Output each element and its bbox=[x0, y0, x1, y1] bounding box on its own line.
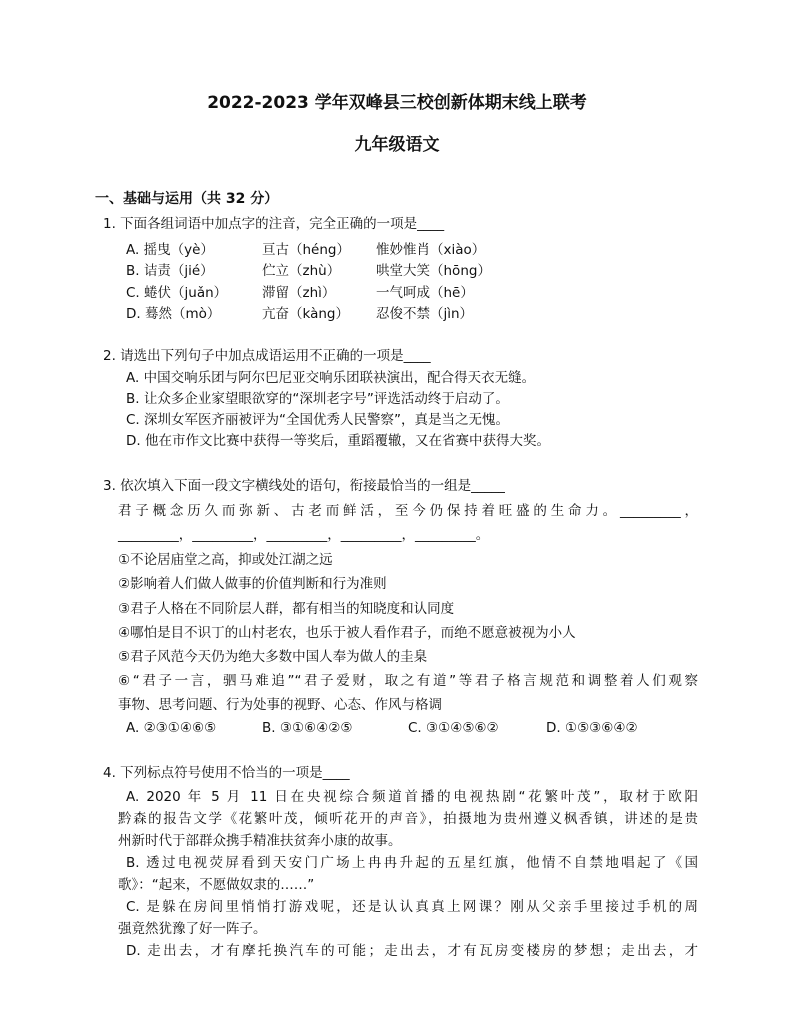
question-2-option-d: D. 他在市作文比赛中获得一等奖后，重蹈覆辙，又在省赛中获得大奖。 bbox=[126, 433, 550, 449]
answer-option-b: B. ③①⑥④②⑤ bbox=[262, 720, 353, 736]
question-4-option-a-line-2: 黔森的报告文学《花繁叶茂，倾听花开的声音》，拍摄地为贵州遵义枫香镇，讲述的是贵 bbox=[118, 811, 698, 827]
question-4-option-a-line-1: A. 2020 年 5 月 11 日在央视综合频道首播的电视热剧“花繁叶茂”，取材于欧阳 bbox=[126, 789, 698, 805]
question-4-stem: 4. 下列标点符号使用不恰当的一项是____ bbox=[103, 765, 350, 781]
section-heading: 一、基础与运用（共 32 分） bbox=[95, 191, 279, 207]
option-term: 一气呵成（hē） bbox=[376, 285, 474, 301]
question-3-item-5: ⑤君子风范今天仍为绝大多数中国人奉为做人的圭臬 bbox=[118, 649, 428, 665]
question-3-item-4: ④哪怕是目不识丁的山村老农，也乐于被人看作君子，而绝不愿意被视为小人 bbox=[118, 625, 576, 641]
question-4-option-b-line-2: 歌》：“起来，不愿做奴隶的……” bbox=[118, 877, 315, 893]
option-term: 哄堂大笑（hōng） bbox=[376, 263, 491, 279]
question-4-option-c-line-1: C. 是躲在房间里悄悄打游戏呢，还是认认真真上网课？刚从父亲手里接过手机的周 bbox=[126, 899, 698, 915]
option-term: 惟妙惟肖（xiào） bbox=[376, 242, 486, 258]
question-2-option-b: B. 让众多企业家望眼欲穿的“深圳老字号”评选活动终于启动了。 bbox=[126, 391, 509, 407]
option-term: 滞留（zhì） bbox=[262, 285, 336, 301]
question-3-passage-line-1: 君子概念历久而弥新、古老而鲜活，至今仍保持着旺盛的生命力。_________， bbox=[118, 503, 698, 519]
option-term: 忍俊不禁（jìn） bbox=[376, 306, 474, 322]
question-3-item-1: ①不论居庙堂之高，抑或处江湖之远 bbox=[118, 552, 333, 568]
question-3-item-3: ③君子人格在不同阶层人群，都有相当的知晓度和认同度 bbox=[118, 601, 455, 617]
option-term: B. 诘责（jié） bbox=[126, 263, 214, 279]
question-2-stem: 2. 请选出下列句子中加点成语运用不正确的一项是____ bbox=[103, 348, 431, 364]
option-term: A. 摇曳（yè） bbox=[126, 242, 214, 258]
question-4-option-d-line-1: D. 走出去，才有摩托换汽车的可能；走出去，才有瓦房变楼房的梦想；走出去，才 bbox=[126, 943, 698, 959]
question-3-item-6-line-1: ⑥“君子一言，驷马难追”“君子爱财，取之有道”等君子格言规范和调整着人们观察 bbox=[118, 673, 698, 689]
question-4-option-b-line-1: B. 透过电视荧屏看到天安门广场上冉冉升起的五星红旗，他情不自禁地唱起了《国 bbox=[126, 855, 698, 871]
option-term: D. 蓦然（mò） bbox=[126, 306, 221, 322]
question-3-item-2: ②影响着人们做人做事的价值判断和行为准则 bbox=[118, 576, 387, 592]
answer-option-c: C. ③①④⑤⑥② bbox=[408, 720, 499, 736]
option-term: C. 蜷伏（juǎn） bbox=[126, 285, 228, 301]
question-2-option-a: A. 中国交响乐团与阿尔巴尼亚交响乐团联袂演出，配合得天衣无缝。 bbox=[126, 370, 536, 386]
question-4-option-a-line-3: 州新时代于部群众携手精准扶贫奔小康的故事。 bbox=[118, 833, 402, 849]
question-4-option-c-line-2: 强竟然犹豫了好一阵子。 bbox=[118, 921, 267, 937]
question-2-option-c: C. 深圳女军医齐丽被评为“全国优秀人民警察”，真是当之无愧。 bbox=[126, 412, 509, 428]
answer-option-d: D. ①⑤③⑥④② bbox=[546, 720, 638, 736]
exam-subtitle: 九年级语文 bbox=[354, 135, 440, 155]
option-term: 亘古（héng） bbox=[262, 242, 350, 258]
exam-title: 2022-2023 学年双峰县三校创新体期末线上联考 bbox=[207, 93, 587, 113]
question-3-stem: 3. 依次填入下面一段文字横线处的语句，衔接最恰当的一组是_____ bbox=[103, 478, 505, 494]
answer-option-a: A. ②③①④⑥⑤ bbox=[126, 720, 217, 736]
question-3-passage-line-2: _________，_________，_________，_________，_________。 bbox=[118, 527, 490, 543]
option-term: 伫立（zhù） bbox=[262, 263, 341, 279]
question-3-item-6-line-2: 事物、思考问题、行为处事的视野、心态、作风与格调 bbox=[118, 697, 442, 713]
question-1-stem: 1. 下面各组词语中加点字的注音，完全正确的一项是____ bbox=[103, 216, 445, 232]
option-term: 亢奋（kàng） bbox=[262, 306, 349, 322]
